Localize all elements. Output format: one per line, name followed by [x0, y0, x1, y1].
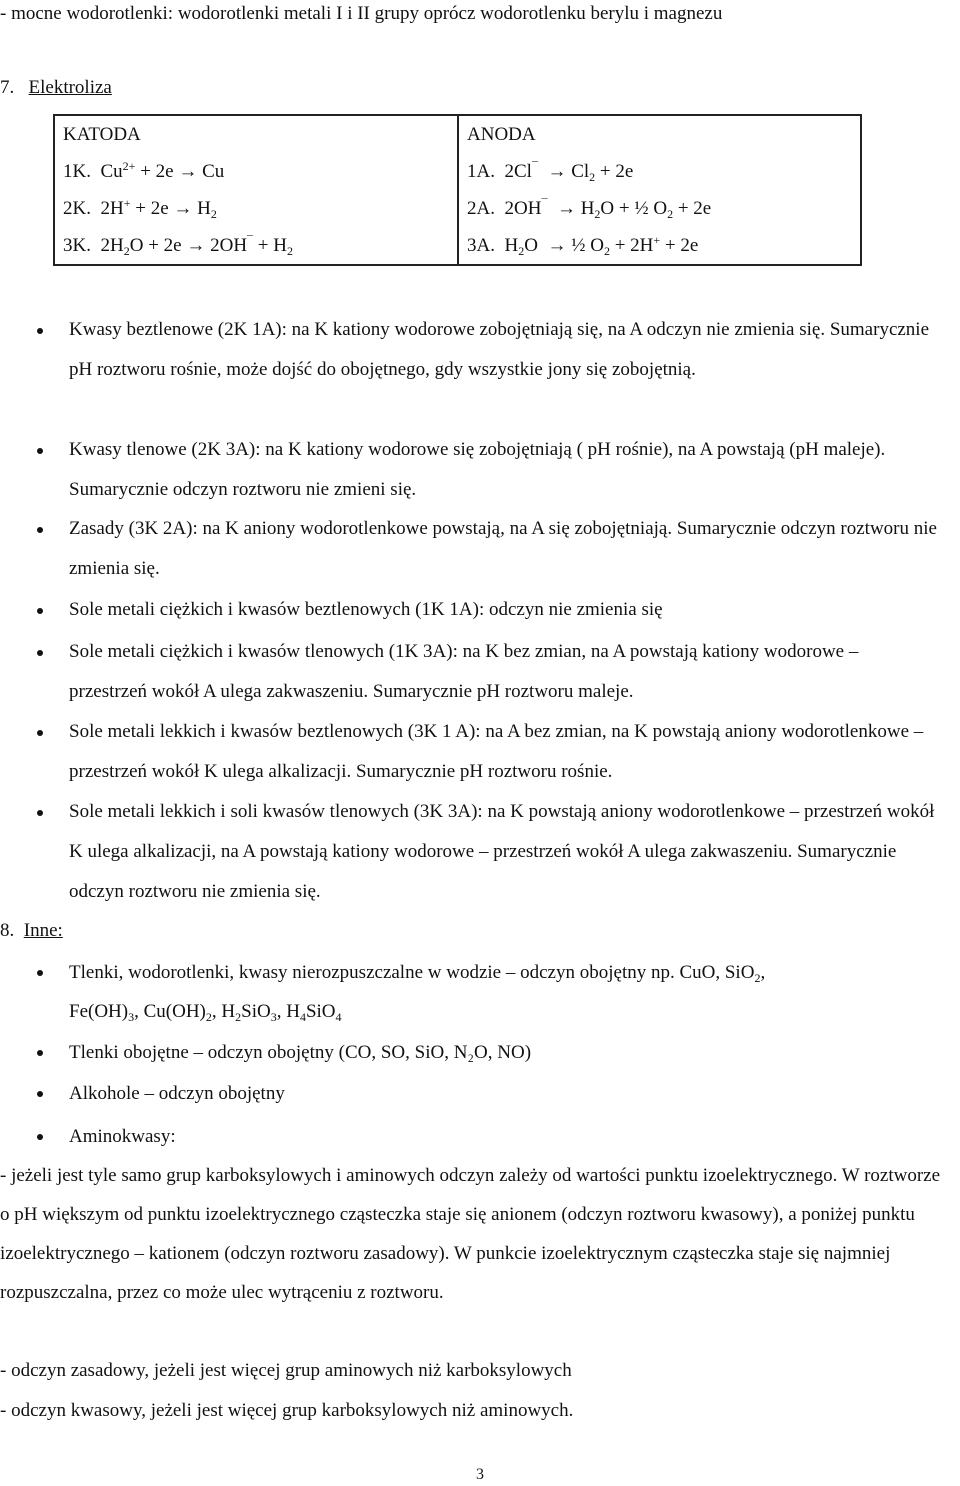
bullet-icon	[37, 1091, 43, 1097]
bullet-text: Kwasy tlenowe (2K 3A): na K kationy wodorowe się zobojętniają ( pH rośnie), na A powstają (pH maleje). Sumarycznie odczyn roztworu nie zmieni się.	[69, 439, 886, 500]
bullet-text: Alkohole – odczyn obojętny	[69, 1083, 285, 1104]
bullet-text: Kwasy beztlenowe (2K 1A): na K kationy wodorowe zobojętniają się, na A odczyn nie zmienia się. Sumarycznie pH roztworu rośnie, może dojść do obojętnego, gdy wszystkie jony się zobojętnią.	[69, 319, 930, 380]
section-number: 7.	[0, 77, 15, 98]
bullet-text-continuation: $Fe(OH)_3$, $Cu(OH)_2$, $H_2SiO_3$, $H_4SiO_4$	[69, 1001, 342, 1024]
bullet-text: Aminokwasy:	[69, 1126, 176, 1147]
bullet-icon	[37, 970, 43, 976]
anode-reaction-3: 3A. $H_2O$ → ½ $O_2 + 2H^+ + 2e$	[458, 227, 861, 265]
amino-line-basic: - odczyn zasadowy, jeżeli jest więcej grup aminowych niż karboksylowych	[0, 1360, 572, 1381]
section-8-heading	[0, 919, 63, 943]
cathode-reaction-2: 2K. $2H^+ + 2e \to H_2$	[54, 190, 458, 227]
section-number: 8.	[0, 920, 15, 941]
anode-reaction-2: 2A. $2OH^¯ \to H_2O$ + ½ $O_2 + 2e$	[458, 190, 861, 227]
section-title: Inne:	[23, 920, 63, 941]
bullet-text: Sole metali ciężkich i kwasów tlenowych (1K 3A): na K bez zmian, na A powstają kationy wodorowe – przestrzeń wokół A ulega zakwaszeniu. Sumarycznie pH roztworu maleje.	[69, 641, 859, 702]
amino-line-acidic: - odczyn kwasowy, jeżeli jest więcej grup karboksylowych niż aminowych.	[0, 1400, 574, 1421]
cathode-header: KATODA	[54, 115, 458, 153]
bullet-text: Sole metali ciężkich i kwasów beztlenowych (1K 1A): odczyn nie zmienia się	[69, 599, 663, 620]
bullet-icon	[37, 527, 43, 533]
bullet-icon	[37, 1050, 43, 1056]
bullet-icon	[37, 608, 43, 614]
page-number: 3	[476, 1466, 484, 1483]
electrolysis-table	[53, 114, 862, 266]
bullet-text: Tlenki obojętne – odczyn obojętny (CO, SO, SiO, N₂O, NO)	[69, 1042, 532, 1063]
cathode-reaction-1: 1K. $Cu^{2+} + 2e \to Cu$	[54, 153, 458, 190]
bullet-text: Tlenki, wodorotlenki, kwasy nierozpuszczalne w wodzie – odczyn obojętny np. CuO, SiO$_2$,	[69, 962, 766, 985]
bullet-text: Sole metali lekkich i kwasów beztlenowych (3K 1 A): na A bez zmian, na K powstają aniony wodorotlenkowe – przestrzeń wokół K ulega alkalizacji. Sumarycznie pH roztworu rośnie.	[69, 721, 924, 782]
bullet-text: Zasady (3K 2A): na K aniony wodorotlenkowe powstają, na A się zobojętniają. Sumarycznie odczyn roztworu nie zmienia się.	[69, 518, 937, 579]
section-title: Elektroliza	[28, 77, 112, 98]
section-7-heading	[0, 76, 112, 100]
intro-line: - mocne wodorotlenki: wodorotlenki metali I i II grupy oprócz wodorotlenku berylu i magnezu	[0, 3, 723, 24]
anode-header: ANODA	[458, 115, 861, 153]
bullet-icon	[37, 650, 43, 656]
cathode-reaction-3: 3K. $2H_2O + 2e \to 2OH^¯ + H_2$	[54, 227, 458, 265]
bullet-icon	[37, 448, 43, 454]
bullet-icon	[37, 1134, 43, 1140]
bullet-text: Sole metali lekkich i soli kwasów tlenowych (3K 3A): na K powstają aniony wodorotlenkowe – przestrzeń wokół K ulega alkalizacji, na A powstają kationy wodorowe – przestrzeń wokół A ulega zakwaszeniu. Sumarycznie odczyn roztworu nie zmienia się.	[69, 801, 935, 902]
anode-reaction-1: 1A. $2Cl^¯ \to Cl_2 + 2e$	[458, 153, 861, 190]
bullet-icon	[37, 730, 43, 736]
amino-paragraph: - jeżeli jest tyle samo grup karboksylowych i aminowych odczyn zależy od wartości punktu izoelektrycznego. W roztworze o pH większym od punktu izoelektrycznego cząsteczka staje się anionem (odczyn roztworu kwasowy), a poniżej punktu izoelektrycznego – kationem (odczyn roztworu zasadowy). W punkcie izoelektrycznym cząsteczka staje się najmniej rozpuszczalna, przez co może ulec wytrąceniu z roztworu.	[0, 1165, 941, 1303]
bullet-icon	[37, 810, 43, 816]
bullet-icon	[37, 328, 43, 334]
